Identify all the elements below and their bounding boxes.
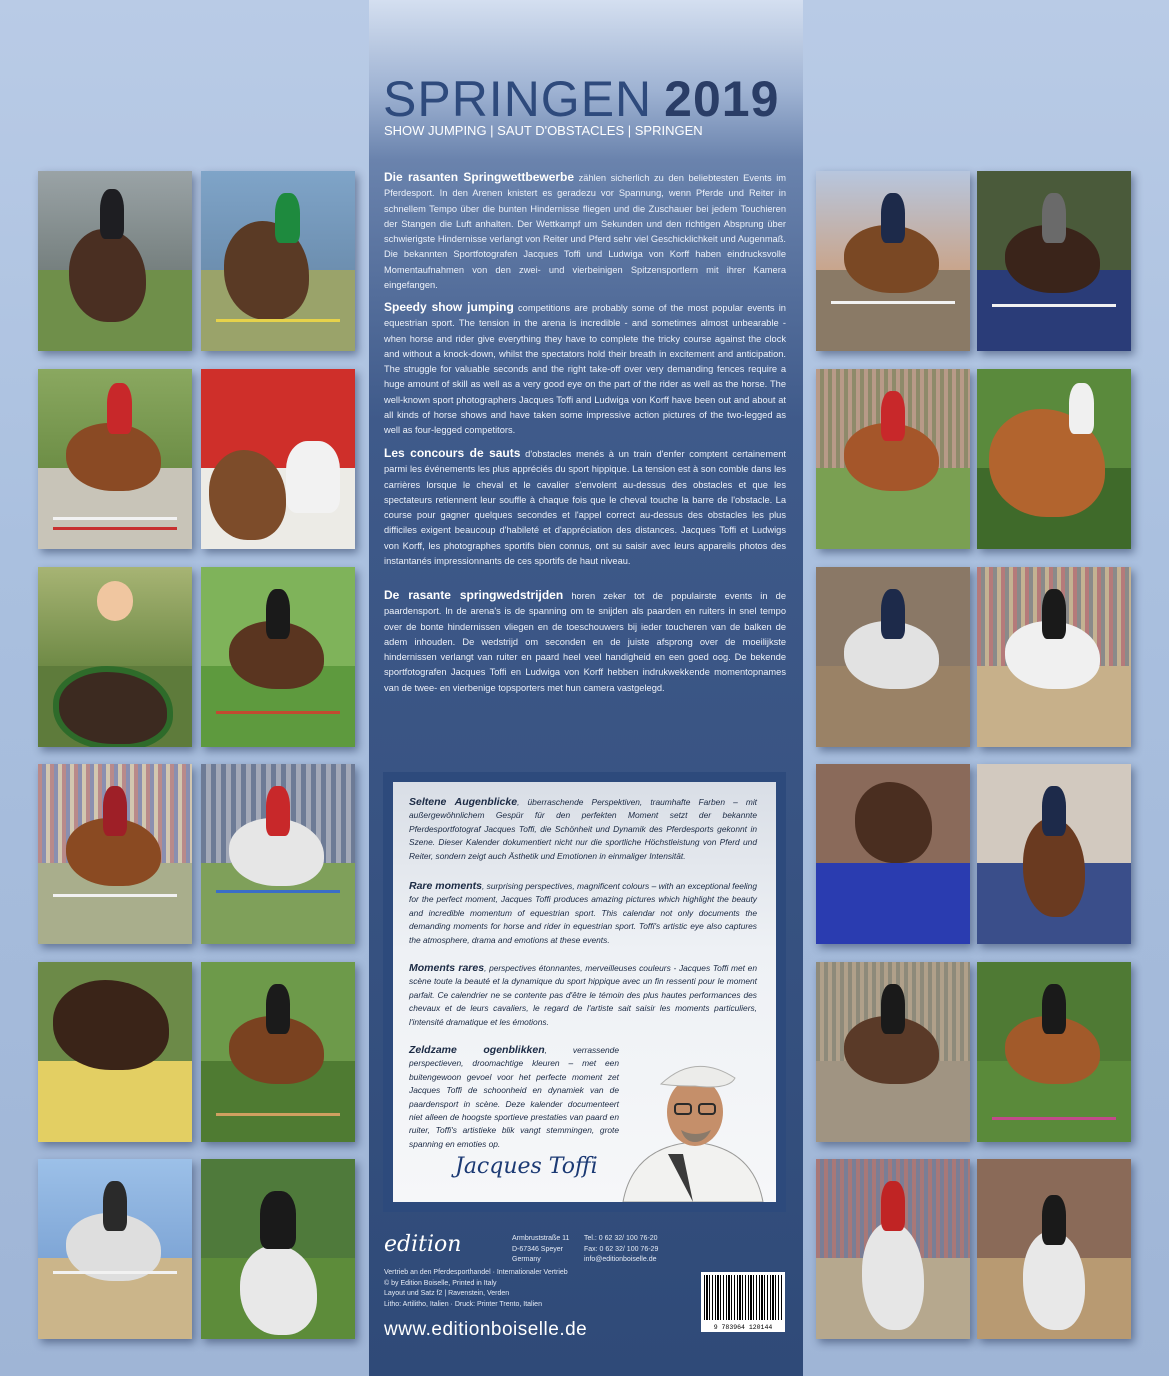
panel-german xyxy=(409,796,757,863)
title-text: SPRINGEN xyxy=(383,71,653,127)
photo-muenster-castle-jump xyxy=(816,171,970,351)
panel-lead: Moments rares xyxy=(409,962,485,974)
calendar-subtitle: SHOW JUMPING | SAUT D'OBSTACLES | SPRINGEN xyxy=(384,123,703,138)
panel-english xyxy=(409,880,757,947)
publisher-logo: edition xyxy=(384,1232,462,1257)
intro-lead: Die rasanten Springwettbewerbe xyxy=(384,170,575,184)
photo-rider-arms-raised xyxy=(201,1159,355,1339)
intro-lead: Les concours de sauts xyxy=(384,446,521,460)
address-line: Armbruststraße 11 xyxy=(512,1235,570,1242)
photographer-signature: Jacques Toffi xyxy=(455,1154,598,1179)
contact-line: Fax: 0 62 32/ 100 76-29 xyxy=(584,1245,659,1253)
photo-crowd-red-jacket xyxy=(38,764,192,944)
photo-grey-crowd-jump xyxy=(977,567,1131,747)
publisher-address xyxy=(512,1234,569,1266)
imprint-line: Layout und Satz f2 | Ravenstein, Verden xyxy=(384,1290,510,1297)
photo-grey-vertical-jump xyxy=(38,1159,192,1339)
photo-closeup-red-jacket xyxy=(201,369,355,549)
photo-rear-view-brandenburg xyxy=(816,764,970,944)
contact-line: info@editionboiselle.de xyxy=(584,1256,657,1263)
intro-text: horen zeker tot de populairste events in de paardensport. In de arena's is de spanning om te snijden als paarden en ruiters in snel tempo over de bonte hindernissen vliegen en de toeschouwers bij ieder toucheren van de balken de adem inhouden. De wedstrijd om seconden en de juiste afsprong over de moeilijkste hindernissen verlangt van ruiter en paard heel veel handigheid en een goed oog. De bekende sportfotografen Jacques Toffi en Ludwiga von Korff hebben indrukwekkende momentopnames van de twee- en vierbenige topsporters met hun camera vastgelegd. xyxy=(384,591,787,693)
address-line: D-67346 Speyer xyxy=(512,1245,563,1253)
intro-lead: Speedy show jumping xyxy=(384,300,514,314)
address-line: Germany xyxy=(512,1256,541,1263)
intro-lead: De rasante springwedstrijden xyxy=(384,588,564,602)
intro-dutch xyxy=(384,588,786,696)
photo-chestnut-closeup xyxy=(977,369,1131,549)
photo-idee-kaffee-hooves xyxy=(38,962,192,1142)
photographer-portrait xyxy=(613,1042,773,1202)
panel-dutch xyxy=(409,1044,619,1151)
photo-hug-horse xyxy=(816,962,970,1142)
intro-text: competitions are probably some of the most popular events in equestrian sport. The tension in the arena is incredible - and sometimes almost unbearable - when horse and rider give everything they have to complete the tricky course against the clock and without a knock-down, whilst the spectators hold their breath in excitement and anticipation. The struggle for valuable seconds and the right take-off over very demanding fences require a huge amount of skill as well as a very good eye on the part of the rider as well as the horse. The well-known sport photographers Jacques Toffi and Ludwiga von Korff have been out and about at all kinds of horse shows and have taken some impressive action pictures of the two-legged as well as four-legged competitors. xyxy=(384,303,786,436)
panel-lead: Zeldzame ogenblikken xyxy=(409,1044,545,1056)
photo-chestnut-oxer xyxy=(977,962,1131,1142)
photo-bay-blue-fence xyxy=(977,764,1131,944)
panel-inner xyxy=(393,782,776,1202)
photo-bay-jump-grass xyxy=(201,962,355,1142)
panel-lead: Rare moments xyxy=(409,880,482,892)
calendar-title xyxy=(383,70,779,128)
barcode-bars xyxy=(704,1275,782,1320)
photo-red-jacket-chestnut xyxy=(816,369,970,549)
photo-black-jacket-jump xyxy=(201,567,355,747)
intro-french xyxy=(384,446,786,569)
photo-herford-jump xyxy=(977,171,1131,351)
barcode-number: 9 783964 120144 xyxy=(713,1324,773,1331)
panel-text: , perspectives étonnantes, merveilleuses couleurs - Jacques Toffi met en scène toute la beauté et la dynamique du sport hippique avec un fin ressenti pour le moment parfait. Ce calendrier ne se contente pas d'être le témoin des plus hautes performances des chevaux et de leurs cavaliers, le regard de l'artiste sait saisir les moments particuliers, l'intensité dramatique et les émotions. xyxy=(409,963,757,1027)
panel-text: , verrassende perspectieven, droomachtige kleuren – met een buitengewoon gevoel voor het perfecte moment zet Jacques Toffi de schoonheid en dynamiek van de paardensport in scène. Deze kalender documenteert niet alleen de hoogste sportieve prestaties van paard en ruiter, Toffi's artistieke blik vangt stemmingen, grote spanning en emoties op. xyxy=(409,1045,619,1149)
photo-rain-horse-bay xyxy=(38,171,192,351)
photo-grey-front-red-jacket xyxy=(816,1159,970,1339)
photo-red-jacket-jump xyxy=(38,369,192,549)
publisher-url: www.editionboiselle.de xyxy=(384,1319,588,1340)
panel-lead: Seltene Augenblicke xyxy=(409,796,518,808)
photo-grey-rear-view xyxy=(977,1159,1131,1339)
imprint-line: © by Edition Boiselle, Printed in Italy xyxy=(384,1279,497,1287)
title-year: 2019 xyxy=(664,71,780,127)
imprint-line: Litho: Artilitho, Italien · Druck: Printer Trento, Italien xyxy=(384,1300,542,1308)
photo-wreath-winner xyxy=(38,567,192,747)
publisher-contact xyxy=(584,1234,658,1266)
imprint-line: Vertrieb an den Pferdesporthandel · Internationaler Vertrieb xyxy=(384,1269,568,1276)
intro-german xyxy=(384,170,786,293)
panel-text: , surprising perspectives, magnificent colours – with an exceptional feeling for the perfect moment, Jacques Toffi produces amazing pictures which highlight the beauty and incredible momentum of equestrian sport. This calendar not only documents the demanding moments for horse and rider in equestrian sport. Toffi's artistic eye also captures the atmosphere, drama and emotions at these events. xyxy=(409,881,757,945)
photo-grey-wall-jump xyxy=(816,567,970,747)
contact-line: Tel.: 0 62 32/ 100 76-20 xyxy=(584,1235,658,1242)
intro-english xyxy=(384,300,786,439)
intro-text: zählen sicherlich zu den beliebtesten Events im Pferdesport. In den Arenen knistert es geradezu vor Spannung, wenn Pferde und Reiter in schnellem Tempo über die bunten Hindernisse fliegen und die Zuschauer bei jedem Touchieren der Stangen die Luft anhalten. Der Wettkampf um Sekunden und den richtigen Absprung über schwierigste Hindernisse verlangt von Reiter und Pferd sehr viel Geschicklichkeit und Augenmaß. Die bekannten Sportfotografen Jacques Toffi und Ludwiga von Korff haben eindrucksvolle Momentaufnahmen von den zwei- und vierbeinigen Spitzensportlern mit ihrer Kamera eingefangen. xyxy=(384,173,787,291)
photographer-panel xyxy=(383,772,786,1212)
photo-grey-horse-flowers xyxy=(201,764,355,944)
isbn-barcode xyxy=(701,1272,785,1332)
panel-french xyxy=(409,962,757,1029)
intro-text: d'obstacles menés à un train d'enfer comptent certainement parmi les événements les plus appréciés du sport hippique. La tension est à son comble dans les carrières lorsque le cheval et le cavalier s'envolent au-dessus des obstacles et que les spectateurs retiennent leur souffle à chaque fois que le cheval touche la barre de l'obstacle. La course pour gagner quelques secondes et l'appel correct au-dessus des obstacles les plus difficiles exigent beaucoup d'habileté et d'appréciation des distances. Jacques Toffi et Ludwigs von Korff, les photographes sportifs bien connus, ont su saisir avec leurs appareils photos des instantanés impressionnants de ces sportifs de haut niveau. xyxy=(384,449,786,567)
panel-text: , überraschende Perspektiven, traumhafte Farben – mit außergewöhnlichem Gespür für den perfekten Moment setzt der bekannte Pferdesportfotograf Jacques Toffi, die Schönheit und Dynamik des Pferdesports gekonnt in Szene. Dieser Kalender dokumentiert nicht nur die sportliche Höchstleistung von Pferd und Reiter, sondern zeigt auch Ästhetik und Emotionen in einmaliger Intensität. xyxy=(409,797,758,861)
imprint-lines xyxy=(384,1268,568,1310)
photo-green-jacket-bay xyxy=(201,171,355,351)
